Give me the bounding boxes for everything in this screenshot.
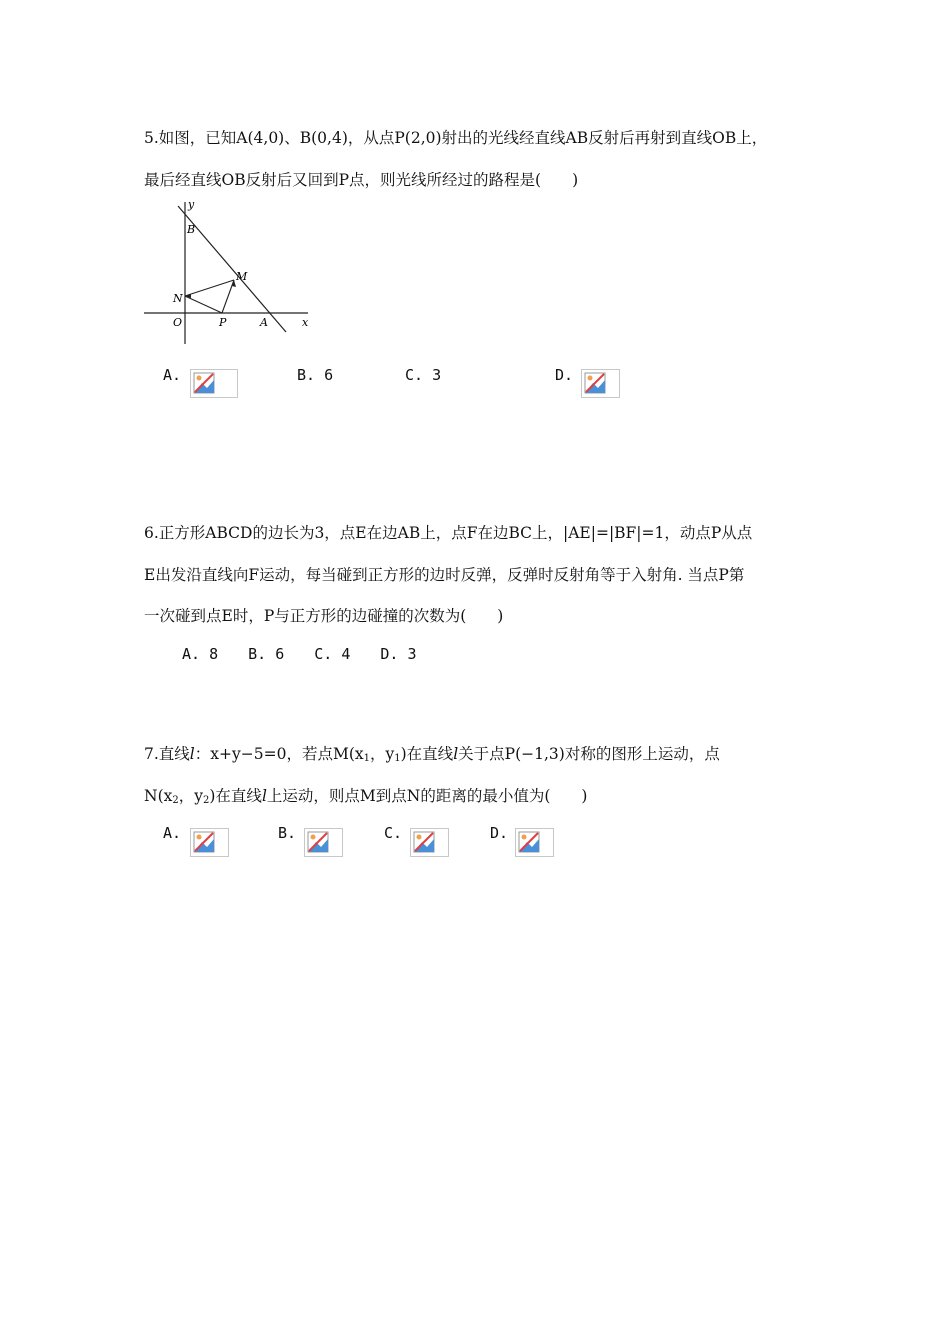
fig-label-p: P: [219, 316, 227, 329]
q7-line1: 7.直线l：x+y−5=0，若点$M(x_1$，$y_1$)在直线l关于点P(−1,3)对称的图形上运动，点: [144, 745, 720, 764]
fig-label-o: O: [173, 316, 183, 329]
q7-option-a-broken-image-icon: [190, 828, 229, 857]
q5-option-d-broken-image-icon: [581, 369, 620, 398]
q6-options: A. 8 B. 6 C. 4 D. 3: [182, 645, 417, 663]
fig-label-b: B: [187, 223, 196, 236]
q5-option-a-label: A.: [163, 366, 182, 384]
q7-option-b-broken-image-icon: [304, 828, 343, 857]
q5-option-d-label: D.: [555, 366, 574, 384]
q5-option-c: C. 3: [405, 366, 442, 384]
fig-label-y: y: [188, 198, 195, 211]
fig-label-x: x: [302, 316, 309, 329]
q5-figure: [140, 198, 320, 352]
fig-label-n: N: [173, 292, 183, 305]
q6-line1: 6.正方形ABCD的边长为3，点E在边AB上，点F在边BC上，|AE|=|BF|=1，动点P从点: [144, 524, 753, 542]
fig-label-m: M: [236, 270, 248, 283]
fig-label-a: A: [260, 316, 268, 329]
q7-option-c-broken-image-icon: [410, 828, 449, 857]
q7-option-b-label: B.: [278, 824, 297, 842]
q5-line2: 最后经直线OB反射后又回到P点，则光线所经过的路程是( ): [144, 171, 579, 189]
q5-option-b: B. 6: [297, 366, 334, 384]
q5-option-a-broken-image-icon: [190, 369, 238, 398]
q6-line3: 一次碰到点E时，P与正方形的边碰撞的次数为( ): [144, 607, 504, 625]
q7-option-d-label: D.: [490, 824, 509, 842]
q6-line2: E出发沿直线向F运动，每当碰到正方形的边时反弹，反弹时反射角等于入射角. 当点P第: [144, 566, 745, 584]
q7-option-d-broken-image-icon: [515, 828, 554, 857]
q7-option-c-label: C.: [384, 824, 403, 842]
q5-line1: 5.如图，已知A(4,0)、B(0,4)，从点P(2,0)射出的光线经直线AB反射后再射到直线OB上，: [144, 129, 768, 147]
q7-line2: $N(x_2$，$y_2$)在直线l上运动，则点M到点N的距离的最小值为( ): [144, 787, 588, 806]
q7-option-a-label: A.: [163, 824, 182, 842]
